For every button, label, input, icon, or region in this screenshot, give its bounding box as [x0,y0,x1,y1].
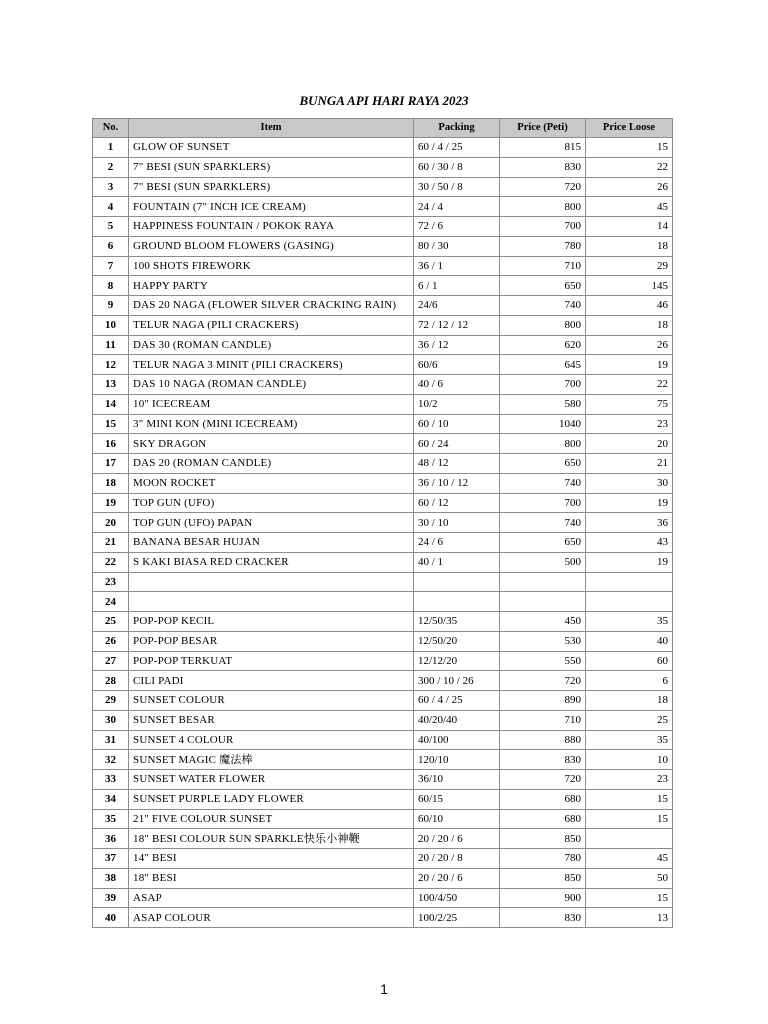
price-loose-cell: 15 [586,138,673,158]
price-loose-cell: 13 [586,908,673,928]
price-loose-cell: 35 [586,730,673,750]
price-peti-cell: 500 [500,552,586,572]
price-loose-cell: 145 [586,276,673,296]
item-name-cell: DAS 20 (ROMAN CANDLE) [129,454,414,474]
row-number-cell: 10 [93,315,129,335]
packing-cell: 48 / 12 [414,454,500,474]
table-row [93,315,673,335]
packing-cell: 12/12/20 [414,651,500,671]
packing-cell: 10/2 [414,394,500,414]
packing-cell: 40 / 6 [414,375,500,395]
row-number-cell: 26 [93,631,129,651]
table-row [93,157,673,177]
row-number-cell: 40 [93,908,129,928]
packing-cell: 6 / 1 [414,276,500,296]
price-table [92,118,673,928]
table-row [93,296,673,316]
packing-cell: 40/100 [414,730,500,750]
item-name-cell: GROUND BLOOM FLOWERS (GASING) [129,236,414,256]
price-peti-cell: 650 [500,276,586,296]
packing-cell: 100/4/50 [414,888,500,908]
row-number-cell: 35 [93,809,129,829]
table-row [93,256,673,276]
packing-cell: 60 / 24 [414,434,500,454]
price-peti-cell: 530 [500,631,586,651]
packing-cell: 20 / 20 / 6 [414,868,500,888]
price-loose-cell: 26 [586,177,673,197]
row-number-cell: 13 [93,375,129,395]
table-header-row [93,119,673,138]
item-name-cell: POP-POP TERKUAT [129,651,414,671]
packing-cell: 60 / 30 / 8 [414,157,500,177]
table-row [93,552,673,572]
table-row [93,434,673,454]
row-number-cell: 7 [93,256,129,276]
row-number-cell: 19 [93,493,129,513]
price-peti-cell: 850 [500,868,586,888]
item-name-cell: GLOW OF SUNSET [129,138,414,158]
row-number-cell: 22 [93,552,129,572]
header-price-peti: Price (Peti) [500,119,586,138]
packing-cell: 30 / 50 / 8 [414,177,500,197]
table-row [93,414,673,434]
row-number-cell: 8 [93,276,129,296]
price-loose-cell: 46 [586,296,673,316]
item-name-cell: HAPPINESS FOUNTAIN / POKOK RAYA [129,217,414,237]
table-row [93,730,673,750]
item-name-cell: 18" BESI COLOUR SUN SPARKLE快乐小神鞭 [129,829,414,849]
price-loose-cell [586,829,673,849]
item-name-cell: BANANA BESAR HUJAN [129,533,414,553]
table-row [93,631,673,651]
item-name-cell: 100 SHOTS FIREWORK [129,256,414,276]
item-name-cell: 18" BESI [129,868,414,888]
row-number-cell: 23 [93,572,129,592]
item-name-cell: 3" MINI KON (MINI ICECREAM) [129,414,414,434]
price-loose-cell: 18 [586,691,673,711]
table-row [93,473,673,493]
item-name-cell: 10" ICECREAM [129,394,414,414]
price-loose-cell: 60 [586,651,673,671]
header-no: No. [93,119,129,138]
price-peti-cell: 850 [500,829,586,849]
price-peti-cell: 650 [500,454,586,474]
packing-cell: 36 / 1 [414,256,500,276]
price-loose-cell: 26 [586,335,673,355]
row-number-cell: 29 [93,691,129,711]
price-peti-cell: 620 [500,335,586,355]
price-peti-cell: 680 [500,789,586,809]
packing-cell: 60 / 10 [414,414,500,434]
price-peti-cell: 700 [500,375,586,395]
price-peti-cell: 700 [500,493,586,513]
table-row [93,849,673,869]
row-number-cell: 24 [93,592,129,612]
packing-cell: 36 / 12 [414,335,500,355]
packing-cell: 40 / 1 [414,552,500,572]
packing-cell: 120/10 [414,750,500,770]
row-number-cell: 6 [93,236,129,256]
item-name-cell: 14" BESI [129,849,414,869]
table-row [93,888,673,908]
row-number-cell: 38 [93,868,129,888]
packing-cell: 36 / 10 / 12 [414,473,500,493]
table-row [93,829,673,849]
packing-cell: 72 / 6 [414,217,500,237]
row-number-cell: 2 [93,157,129,177]
row-number-cell: 32 [93,750,129,770]
table-body [93,138,673,928]
header-packing: Packing [414,119,500,138]
row-number-cell: 15 [93,414,129,434]
item-name-cell: DAS 20 NAGA (FLOWER SILVER CRACKING RAIN) [129,296,414,316]
price-loose-cell: 20 [586,434,673,454]
table-row [93,217,673,237]
item-name-cell: S KAKI BIASA RED CRACKER [129,552,414,572]
price-peti-cell: 720 [500,177,586,197]
table-row [93,375,673,395]
packing-cell: 100/2/25 [414,908,500,928]
item-name-cell: ASAP [129,888,414,908]
price-loose-cell: 40 [586,631,673,651]
price-peti-cell: 780 [500,236,586,256]
item-name-cell: MOON ROCKET [129,473,414,493]
price-loose-cell: 22 [586,375,673,395]
item-name-cell: DAS 10 NAGA (ROMAN CANDLE) [129,375,414,395]
item-name-cell: TOP GUN (UFO) PAPAN [129,513,414,533]
price-loose-cell: 15 [586,888,673,908]
row-number-cell: 25 [93,612,129,632]
item-name-cell: SUNSET COLOUR [129,691,414,711]
price-loose-cell: 22 [586,157,673,177]
row-number-cell: 1 [93,138,129,158]
table-row [93,789,673,809]
packing-cell: 24 / 4 [414,197,500,217]
price-peti-cell: 710 [500,256,586,276]
price-loose-cell: 10 [586,750,673,770]
price-peti-cell: 830 [500,908,586,928]
price-peti-cell: 645 [500,355,586,375]
table-row [93,750,673,770]
table-row [93,691,673,711]
row-number-cell: 20 [93,513,129,533]
table-row [93,513,673,533]
price-peti-cell: 550 [500,651,586,671]
price-peti-cell: 890 [500,691,586,711]
packing-cell: 24 / 6 [414,533,500,553]
table-row [93,612,673,632]
price-peti-cell: 450 [500,612,586,632]
row-number-cell: 4 [93,197,129,217]
price-loose-cell: 18 [586,236,673,256]
document-title: BUNGA API HARI RAYA 2023 [299,93,469,108]
packing-cell: 12/50/35 [414,612,500,632]
table-row [93,908,673,928]
table-row [93,572,673,592]
item-name-cell: HAPPY PARTY [129,276,414,296]
table-row [93,276,673,296]
price-loose-cell: 50 [586,868,673,888]
price-peti-cell: 830 [500,750,586,770]
row-number-cell: 14 [93,394,129,414]
price-peti-cell: 680 [500,809,586,829]
item-name-cell: 21" FIVE COLOUR SUNSET [129,809,414,829]
row-number-cell: 34 [93,789,129,809]
item-name-cell: 7" BESI (SUN SPARKLERS) [129,157,414,177]
packing-cell: 24/6 [414,296,500,316]
packing-cell: 72 / 12 / 12 [414,315,500,335]
row-number-cell: 11 [93,335,129,355]
row-number-cell: 21 [93,533,129,553]
table-row [93,236,673,256]
row-number-cell: 28 [93,671,129,691]
price-peti-cell: 740 [500,473,586,493]
price-loose-cell: 45 [586,849,673,869]
packing-cell: 36/10 [414,770,500,790]
price-loose-cell: 29 [586,256,673,276]
row-number-cell: 36 [93,829,129,849]
row-number-cell: 3 [93,177,129,197]
price-loose-cell: 14 [586,217,673,237]
row-number-cell: 18 [93,473,129,493]
price-peti-cell: 740 [500,513,586,533]
packing-cell: 30 / 10 [414,513,500,533]
packing-cell: 80 / 30 [414,236,500,256]
price-peti-cell: 710 [500,710,586,730]
price-loose-cell: 75 [586,394,673,414]
packing-cell: 300 / 10 / 26 [414,671,500,691]
price-loose-cell: 15 [586,789,673,809]
row-number-cell: 17 [93,454,129,474]
price-peti-cell: 800 [500,434,586,454]
item-name-cell: SUNSET BESAR [129,710,414,730]
packing-cell: 60/10 [414,809,500,829]
packing-cell: 20 / 20 / 8 [414,849,500,869]
table-row [93,868,673,888]
price-loose-cell: 19 [586,552,673,572]
price-loose-cell: 25 [586,710,673,730]
item-name-cell: TOP GUN (UFO) [129,493,414,513]
packing-cell: 60 / 12 [414,493,500,513]
price-loose-cell: 15 [586,809,673,829]
table-row [93,651,673,671]
price-loose-cell: 19 [586,493,673,513]
row-number-cell: 16 [93,434,129,454]
price-loose-cell: 19 [586,355,673,375]
price-peti-cell: 1040 [500,414,586,434]
item-name-cell: 7" BESI (SUN SPARKLERS) [129,177,414,197]
packing-cell: 20 / 20 / 6 [414,829,500,849]
item-name-cell: TELUR NAGA 3 MINIT (PILI CRACKERS) [129,355,414,375]
price-loose-cell: 6 [586,671,673,691]
item-name-cell: CILI PADI [129,671,414,691]
price-loose-cell: 21 [586,454,673,474]
row-number-cell: 27 [93,651,129,671]
packing-cell: 60 / 4 / 25 [414,138,500,158]
packing-cell [414,572,500,592]
price-loose-cell: 18 [586,315,673,335]
price-loose-cell: 30 [586,473,673,493]
table-row [93,770,673,790]
table-row [93,355,673,375]
price-loose-cell: 23 [586,414,673,434]
packing-cell: 60/15 [414,789,500,809]
item-name-cell: SUNSET 4 COLOUR [129,730,414,750]
price-peti-cell: 800 [500,315,586,335]
row-number-cell: 33 [93,770,129,790]
table-row [93,671,673,691]
price-peti-cell: 740 [500,296,586,316]
item-name-cell [129,572,414,592]
price-peti-cell: 700 [500,217,586,237]
price-loose-cell: 23 [586,770,673,790]
table-row [93,197,673,217]
table-row [93,177,673,197]
table-row [93,335,673,355]
price-peti-cell: 650 [500,533,586,553]
price-peti-cell [500,572,586,592]
price-peti-cell: 720 [500,671,586,691]
price-peti-cell: 720 [500,770,586,790]
row-number-cell: 39 [93,888,129,908]
item-name-cell: SUNSET WATER FLOWER [129,770,414,790]
price-loose-cell [586,592,673,612]
header-price-loose: Price Loose [586,119,673,138]
row-number-cell: 31 [93,730,129,750]
price-peti-cell: 880 [500,730,586,750]
row-number-cell: 30 [93,710,129,730]
table-row [93,394,673,414]
price-peti-cell: 800 [500,197,586,217]
row-number-cell: 12 [93,355,129,375]
header-item: Item [129,119,414,138]
item-name-cell: TELUR NAGA (PILI CRACKERS) [129,315,414,335]
table-row [93,809,673,829]
item-name-cell: FOUNTAIN (7" INCH ICE CREAM) [129,197,414,217]
page-number: 1 [380,981,388,997]
price-peti-cell: 580 [500,394,586,414]
price-loose-cell: 36 [586,513,673,533]
item-name-cell: DAS 30 (ROMAN CANDLE) [129,335,414,355]
price-loose-cell [586,572,673,592]
packing-cell [414,592,500,612]
row-number-cell: 9 [93,296,129,316]
table-row [93,138,673,158]
item-name-cell: POP-POP BESAR [129,631,414,651]
row-number-cell: 5 [93,217,129,237]
row-number-cell: 37 [93,849,129,869]
price-loose-cell: 45 [586,197,673,217]
price-peti-cell: 830 [500,157,586,177]
table-row [93,493,673,513]
item-name-cell: SUNSET PURPLE LADY FLOWER [129,789,414,809]
price-peti-cell: 780 [500,849,586,869]
item-name-cell [129,592,414,612]
price-peti-cell: 815 [500,138,586,158]
packing-cell: 40/20/40 [414,710,500,730]
price-peti-cell: 900 [500,888,586,908]
packing-cell: 60/6 [414,355,500,375]
price-loose-cell: 35 [586,612,673,632]
item-name-cell: ASAP COLOUR [129,908,414,928]
table-row [93,592,673,612]
price-peti-cell [500,592,586,612]
item-name-cell: SKY DRAGON [129,434,414,454]
table-row [93,710,673,730]
packing-cell: 12/50/20 [414,631,500,651]
item-name-cell: POP-POP KECIL [129,612,414,632]
packing-cell: 60 / 4 / 25 [414,691,500,711]
table-row [93,454,673,474]
item-name-cell: SUNSET MAGIC 魔法棒 [129,750,414,770]
price-loose-cell: 43 [586,533,673,553]
table-row [93,533,673,553]
